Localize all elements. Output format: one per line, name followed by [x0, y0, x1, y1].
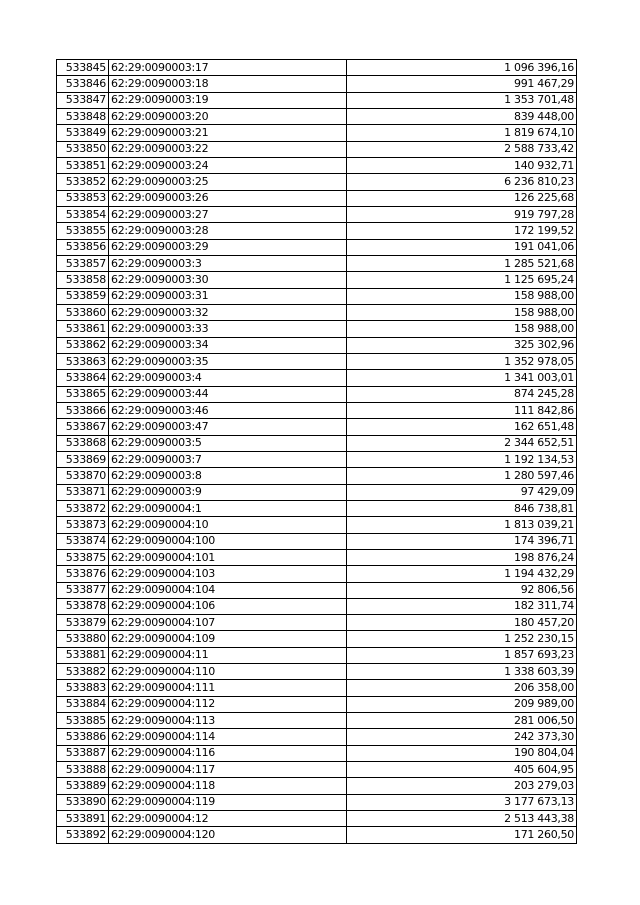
row-number-cell: 533878	[57, 598, 109, 614]
row-number-cell: 533882	[57, 664, 109, 680]
row-number-cell: 533887	[57, 745, 109, 761]
cadastral-value-table	[56, 59, 577, 844]
cadastral-number-cell: 62:29:0090003:17	[109, 60, 347, 76]
cadastral-value-cell: 1 125 695,24	[347, 272, 577, 288]
table-row	[57, 484, 577, 500]
cadastral-value-cell: 874 245,28	[347, 386, 577, 402]
table-row	[57, 190, 577, 206]
row-number-cell: 533879	[57, 615, 109, 631]
cadastral-number-cell: 62:29:0090003:47	[109, 419, 347, 435]
table-row	[57, 321, 577, 337]
cadastral-value-cell: 1 353 701,48	[347, 92, 577, 108]
cadastral-value-cell: 242 373,30	[347, 729, 577, 745]
cadastral-value-cell: 198 876,24	[347, 549, 577, 565]
cadastral-number-cell: 62:29:0090003:35	[109, 353, 347, 369]
cadastral-number-cell: 62:29:0090003:9	[109, 484, 347, 500]
row-number-cell: 533883	[57, 680, 109, 696]
cadastral-value-cell: 203 279,03	[347, 778, 577, 794]
cadastral-number-cell: 62:29:0090003:20	[109, 108, 347, 124]
row-number-cell: 533867	[57, 419, 109, 435]
cadastral-number-cell: 62:29:0090003:32	[109, 304, 347, 320]
table-row	[57, 157, 577, 173]
table-row	[57, 696, 577, 712]
cadastral-value-cell: 140 932,71	[347, 157, 577, 173]
table-row	[57, 500, 577, 516]
cadastral-number-cell: 62:29:0090003:28	[109, 223, 347, 239]
cadastral-value-cell: 162 651,48	[347, 419, 577, 435]
cadastral-number-cell: 62:29:0090004:10	[109, 517, 347, 533]
table-row	[57, 60, 577, 76]
cadastral-value-cell: 1 285 521,68	[347, 255, 577, 271]
table-row	[57, 108, 577, 124]
cadastral-number-cell: 62:29:0090003:5	[109, 435, 347, 451]
row-number-cell: 533856	[57, 239, 109, 255]
row-number-cell: 533875	[57, 549, 109, 565]
row-number-cell: 533859	[57, 288, 109, 304]
table-row	[57, 337, 577, 353]
cadastral-value-cell: 1 819 674,10	[347, 125, 577, 141]
cadastral-number-cell: 62:29:0090003:4	[109, 370, 347, 386]
cadastral-value-cell: 1 192 134,53	[347, 451, 577, 467]
table-row	[57, 664, 577, 680]
table-row	[57, 141, 577, 157]
cadastral-number-cell: 62:29:0090004:107	[109, 615, 347, 631]
cadastral-value-cell: 991 467,29	[347, 76, 577, 92]
table-row	[57, 304, 577, 320]
row-number-cell: 533845	[57, 60, 109, 76]
cadastral-number-cell: 62:29:0090003:27	[109, 206, 347, 222]
table-row	[57, 745, 577, 761]
table-row	[57, 713, 577, 729]
cadastral-value-cell: 158 988,00	[347, 304, 577, 320]
cadastral-number-cell: 62:29:0090003:26	[109, 190, 347, 206]
cadastral-number-cell: 62:29:0090004:100	[109, 533, 347, 549]
cadastral-value-cell: 174 396,71	[347, 533, 577, 549]
row-number-cell: 533860	[57, 304, 109, 320]
table-row	[57, 206, 577, 222]
cadastral-number-cell: 62:29:0090004:11	[109, 647, 347, 663]
cadastral-number-cell: 62:29:0090004:103	[109, 566, 347, 582]
row-number-cell: 533854	[57, 206, 109, 222]
table-row	[57, 680, 577, 696]
row-number-cell: 533874	[57, 533, 109, 549]
table-row	[57, 517, 577, 533]
row-number-cell: 533863	[57, 353, 109, 369]
cadastral-number-cell: 62:29:0090004:106	[109, 598, 347, 614]
cadastral-number-cell: 62:29:0090004:117	[109, 762, 347, 778]
cadastral-number-cell: 62:29:0090004:1	[109, 500, 347, 516]
cadastral-value-cell: 1 280 597,46	[347, 468, 577, 484]
cadastral-value-cell: 2 344 652,51	[347, 435, 577, 451]
table-row	[57, 76, 577, 92]
cadastral-value-cell: 3 177 673,13	[347, 794, 577, 810]
row-number-cell: 533849	[57, 125, 109, 141]
row-number-cell: 533858	[57, 272, 109, 288]
row-number-cell: 533864	[57, 370, 109, 386]
cadastral-number-cell: 62:29:0090003:31	[109, 288, 347, 304]
cadastral-value-cell: 1 341 003,01	[347, 370, 577, 386]
table-row	[57, 549, 577, 565]
table-row	[57, 582, 577, 598]
row-number-cell: 533861	[57, 321, 109, 337]
row-number-cell: 533847	[57, 92, 109, 108]
cadastral-number-cell: 62:29:0090003:7	[109, 451, 347, 467]
cadastral-value-cell: 2 513 443,38	[347, 811, 577, 827]
row-number-cell: 533880	[57, 631, 109, 647]
table-body	[57, 60, 577, 844]
row-number-cell: 533850	[57, 141, 109, 157]
cadastral-value-cell: 1 857 693,23	[347, 647, 577, 663]
table-row	[57, 794, 577, 810]
cadastral-value-cell: 97 429,09	[347, 484, 577, 500]
table-row	[57, 386, 577, 402]
cadastral-value-cell: 281 006,50	[347, 713, 577, 729]
cadastral-number-cell: 62:29:0090003:18	[109, 76, 347, 92]
cadastral-value-cell: 1 194 432,29	[347, 566, 577, 582]
table-row	[57, 272, 577, 288]
table-row	[57, 451, 577, 467]
cadastral-value-cell: 209 989,00	[347, 696, 577, 712]
cadastral-value-cell: 190 804,04	[347, 745, 577, 761]
table-row	[57, 353, 577, 369]
row-number-cell: 533888	[57, 762, 109, 778]
cadastral-number-cell: 62:29:0090003:29	[109, 239, 347, 255]
table-row	[57, 435, 577, 451]
table-row	[57, 402, 577, 418]
cadastral-number-cell: 62:29:0090003:22	[109, 141, 347, 157]
row-number-cell: 533865	[57, 386, 109, 402]
cadastral-value-cell: 1 813 039,21	[347, 517, 577, 533]
table-row	[57, 174, 577, 190]
cadastral-number-cell: 62:29:0090004:113	[109, 713, 347, 729]
cadastral-value-cell: 6 236 810,23	[347, 174, 577, 190]
cadastral-number-cell: 62:29:0090004:120	[109, 827, 347, 843]
cadastral-number-cell: 62:29:0090004:118	[109, 778, 347, 794]
cadastral-number-cell: 62:29:0090003:3	[109, 255, 347, 271]
table-row	[57, 239, 577, 255]
table-row	[57, 647, 577, 663]
cadastral-value-cell: 1 096 396,16	[347, 60, 577, 76]
cadastral-value-cell: 171 260,50	[347, 827, 577, 843]
table-row	[57, 615, 577, 631]
row-number-cell: 533853	[57, 190, 109, 206]
row-number-cell: 533876	[57, 566, 109, 582]
table-row	[57, 533, 577, 549]
cadastral-value-cell: 405 604,95	[347, 762, 577, 778]
table-row	[57, 125, 577, 141]
table-row	[57, 255, 577, 271]
row-number-cell: 533873	[57, 517, 109, 533]
cadastral-value-cell: 206 358,00	[347, 680, 577, 696]
cadastral-number-cell: 62:29:0090004:110	[109, 664, 347, 680]
table-row	[57, 419, 577, 435]
row-number-cell: 533869	[57, 451, 109, 467]
cadastral-number-cell: 62:29:0090004:101	[109, 549, 347, 565]
row-number-cell: 533868	[57, 435, 109, 451]
cadastral-value-cell: 191 041,06	[347, 239, 577, 255]
cadastral-value-cell: 2 588 733,42	[347, 141, 577, 157]
cadastral-value-cell: 919 797,28	[347, 206, 577, 222]
cadastral-value-cell: 839 448,00	[347, 108, 577, 124]
cadastral-number-cell: 62:29:0090004:12	[109, 811, 347, 827]
row-number-cell: 533852	[57, 174, 109, 190]
cadastral-number-cell: 62:29:0090003:34	[109, 337, 347, 353]
cadastral-number-cell: 62:29:0090003:8	[109, 468, 347, 484]
cadastral-value-cell: 846 738,81	[347, 500, 577, 516]
row-number-cell: 533889	[57, 778, 109, 794]
cadastral-number-cell: 62:29:0090003:19	[109, 92, 347, 108]
table-row	[57, 92, 577, 108]
cadastral-number-cell: 62:29:0090004:119	[109, 794, 347, 810]
row-number-cell: 533872	[57, 500, 109, 516]
cadastral-value-cell: 111 842,86	[347, 402, 577, 418]
cadastral-number-cell: 62:29:0090004:109	[109, 631, 347, 647]
row-number-cell: 533851	[57, 157, 109, 173]
row-number-cell: 533884	[57, 696, 109, 712]
cadastral-number-cell: 62:29:0090003:44	[109, 386, 347, 402]
row-number-cell: 533857	[57, 255, 109, 271]
cadastral-value-cell: 1 352 978,05	[347, 353, 577, 369]
row-number-cell: 533881	[57, 647, 109, 663]
row-number-cell: 533848	[57, 108, 109, 124]
cadastral-value-cell: 158 988,00	[347, 321, 577, 337]
cadastral-number-cell: 62:29:0090004:114	[109, 729, 347, 745]
cadastral-number-cell: 62:29:0090003:25	[109, 174, 347, 190]
cadastral-value-cell: 182 311,74	[347, 598, 577, 614]
cadastral-value-cell: 126 225,68	[347, 190, 577, 206]
table-row	[57, 566, 577, 582]
table-row	[57, 811, 577, 827]
cadastral-value-cell: 1 338 603,39	[347, 664, 577, 680]
table-row	[57, 223, 577, 239]
cadastral-value-cell: 158 988,00	[347, 288, 577, 304]
cadastral-value-cell: 1 252 230,15	[347, 631, 577, 647]
table-row	[57, 288, 577, 304]
row-number-cell: 533862	[57, 337, 109, 353]
row-number-cell: 533885	[57, 713, 109, 729]
cadastral-number-cell: 62:29:0090003:33	[109, 321, 347, 337]
table-row	[57, 762, 577, 778]
row-number-cell: 533891	[57, 811, 109, 827]
row-number-cell: 533877	[57, 582, 109, 598]
row-number-cell: 533870	[57, 468, 109, 484]
table-row	[57, 778, 577, 794]
cadastral-number-cell: 62:29:0090003:24	[109, 157, 347, 173]
cadastral-number-cell: 62:29:0090004:104	[109, 582, 347, 598]
cadastral-number-cell: 62:29:0090003:21	[109, 125, 347, 141]
cadastral-value-cell: 92 806,56	[347, 582, 577, 598]
cadastral-number-cell: 62:29:0090004:112	[109, 696, 347, 712]
table-row	[57, 370, 577, 386]
row-number-cell: 533890	[57, 794, 109, 810]
table-row	[57, 827, 577, 843]
cadastral-number-cell: 62:29:0090004:116	[109, 745, 347, 761]
row-number-cell: 533886	[57, 729, 109, 745]
row-number-cell: 533871	[57, 484, 109, 500]
row-number-cell: 533866	[57, 402, 109, 418]
table-row	[57, 729, 577, 745]
row-number-cell: 533846	[57, 76, 109, 92]
row-number-cell: 533855	[57, 223, 109, 239]
cadastral-number-cell: 62:29:0090004:111	[109, 680, 347, 696]
cadastral-value-cell: 180 457,20	[347, 615, 577, 631]
cadastral-number-cell: 62:29:0090003:30	[109, 272, 347, 288]
table-row	[57, 598, 577, 614]
row-number-cell: 533892	[57, 827, 109, 843]
cadastral-value-cell: 325 302,96	[347, 337, 577, 353]
table-row	[57, 631, 577, 647]
cadastral-value-cell: 172 199,52	[347, 223, 577, 239]
cadastral-number-cell: 62:29:0090003:46	[109, 402, 347, 418]
table-row	[57, 468, 577, 484]
